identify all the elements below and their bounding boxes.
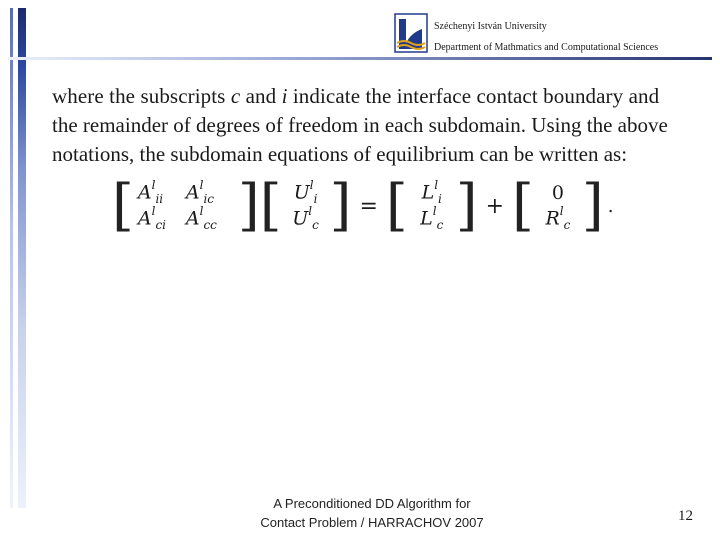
bracket-left: [ — [385, 173, 408, 238]
vector-entry-L-c: $L^l_c$ — [420, 203, 444, 233]
bracket-right: ] — [237, 173, 260, 238]
header-divider — [8, 57, 712, 60]
matrix-entry-A-ii: $A^l_{ii}$ — [137, 177, 164, 207]
stiffness-matrix — [137, 177, 234, 233]
vector-entry-U-c: $U^l_c$ — [292, 203, 319, 233]
bracket-left: [ — [112, 173, 134, 238]
bracket-left: [ — [259, 173, 282, 238]
bracket-right: ] — [329, 173, 352, 238]
matrix-entry-A-ci: $A^l_{ci}$ — [137, 203, 166, 233]
reaction-vector — [538, 180, 578, 232]
bracket-left: [ — [512, 173, 534, 238]
university-logo — [394, 13, 428, 53]
matrix-entry-A-cc: $A^l_{cc}$ — [185, 203, 217, 233]
department-name: Department of Mathmatics and Computational Sciences — [434, 42, 659, 53]
body-line-1: where the subscripts c and i indicate the interface contact boundary and — [52, 84, 660, 108]
university-name: Széchenyi István University — [434, 21, 547, 32]
vector-entry-R-c: $R^l_c$ — [545, 203, 571, 233]
body-line-3: notations, the subdomain equations of equilibrium can be written as: — [52, 142, 628, 166]
body-paragraph — [52, 82, 712, 169]
left-decorative-thin-bar — [10, 8, 13, 508]
equals-sign: = — [359, 193, 378, 219]
load-vector — [412, 177, 452, 233]
bracket-right: ] — [581, 173, 604, 238]
vector-entry-L-i: $L^l_i$ — [421, 177, 442, 207]
left-decorative-bar — [18, 8, 26, 508]
plus-sign: + — [485, 193, 505, 219]
vector-entry-zero: 0 — [551, 182, 564, 204]
equation-period: . — [607, 195, 614, 217]
body-line-2: the remainder of degrees of freedom in each subdomain. Using the above — [52, 113, 668, 137]
vector-entry-U-i: $U^l_i$ — [293, 177, 318, 207]
page-number: 12 — [678, 508, 693, 524]
matrix-entry-A-ic: $A^l_{ic}$ — [185, 177, 214, 207]
bracket-right: ] — [455, 173, 478, 238]
variable-i: i — [281, 84, 288, 108]
displacement-vector — [286, 177, 326, 233]
variable-c: c — [230, 84, 241, 108]
footer-title: A Preconditioned DD Algorithm for Contact Problem / HARRACHOV 2007 — [260, 496, 484, 530]
equilibrium-equation — [112, 173, 614, 238]
